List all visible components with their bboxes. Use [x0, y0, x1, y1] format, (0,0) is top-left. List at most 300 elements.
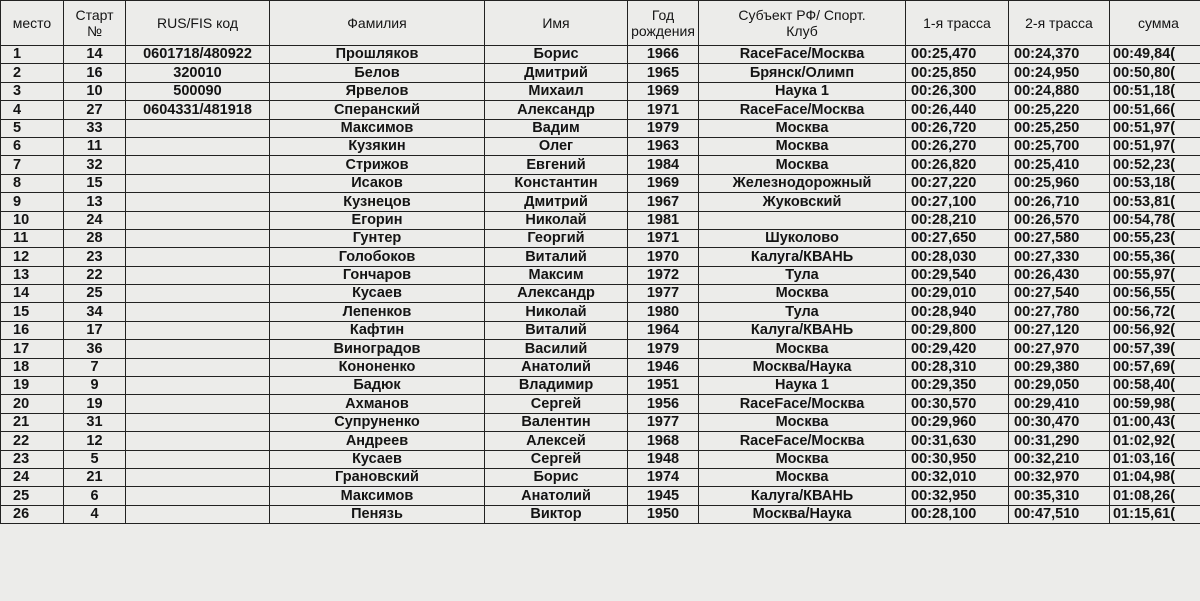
- start-number-cell: 9: [64, 377, 126, 395]
- run1-time-cell: 00:29,350: [906, 377, 1009, 395]
- run1-time-cell: 00:29,540: [906, 266, 1009, 284]
- sum-time-cell: 01:03,16(: [1110, 450, 1200, 468]
- run2-time-cell: 00:25,250: [1009, 119, 1110, 137]
- place-cell: 22: [1, 432, 64, 450]
- start-number-cell: 28: [64, 229, 126, 247]
- table-row: [1, 46, 1200, 64]
- birth-year-cell: 1966: [628, 46, 699, 64]
- club-cell: Москва/Наука: [699, 505, 906, 523]
- club-cell: Калуга/КВАНЬ: [699, 248, 906, 266]
- first-name-cell: Борис: [485, 46, 628, 64]
- first-name-cell: Олег: [485, 137, 628, 155]
- code-cell: [126, 248, 270, 266]
- club-cell: Москва/Наука: [699, 358, 906, 376]
- club-cell: Москва: [699, 450, 906, 468]
- birth-year-cell: 1977: [628, 285, 699, 303]
- birth-year-cell: 1979: [628, 119, 699, 137]
- last-name-cell: Сперанский: [270, 101, 485, 119]
- club-cell: Калуга/КВАНЬ: [699, 321, 906, 339]
- first-name-cell: Владимир: [485, 377, 628, 395]
- last-name-cell: Белов: [270, 64, 485, 82]
- table-row: [1, 174, 1200, 192]
- place-cell: 1: [1, 46, 64, 64]
- first-name-cell: Александр: [485, 101, 628, 119]
- run2-time-cell: 00:27,580: [1009, 229, 1110, 247]
- sum-time-cell: 00:53,18(: [1110, 174, 1200, 192]
- first-name-cell: Максим: [485, 266, 628, 284]
- last-name-cell: Гунтер: [270, 229, 485, 247]
- place-cell: 15: [1, 303, 64, 321]
- code-cell: [126, 377, 270, 395]
- run1-time-cell: 00:31,630: [906, 432, 1009, 450]
- birth-year-cell: 1974: [628, 468, 699, 486]
- run2-time-cell: 00:31,290: [1009, 432, 1110, 450]
- first-name-cell: Николай: [485, 211, 628, 229]
- first-name-cell: Валентин: [485, 413, 628, 431]
- header-run2: 2-я трасса: [1009, 1, 1110, 46]
- table-row: [1, 340, 1200, 358]
- code-cell: [126, 395, 270, 413]
- start-number-cell: 17: [64, 321, 126, 339]
- first-name-cell: Анатолий: [485, 358, 628, 376]
- header-club-line2: Клуб: [786, 23, 818, 39]
- run2-time-cell: 00:29,410: [1009, 395, 1110, 413]
- header-last-name: Фамилия: [270, 1, 485, 46]
- last-name-cell: Пенязь: [270, 505, 485, 523]
- run2-time-cell: 00:27,970: [1009, 340, 1110, 358]
- table-row: [1, 413, 1200, 431]
- start-number-cell: 13: [64, 193, 126, 211]
- first-name-cell: Сергей: [485, 450, 628, 468]
- header-club-line1: Субъект РФ/ Спорт.: [738, 7, 866, 23]
- first-name-cell: Евгений: [485, 156, 628, 174]
- club-cell: Тула: [699, 303, 906, 321]
- code-cell: [126, 450, 270, 468]
- club-cell: Москва: [699, 137, 906, 155]
- run2-time-cell: 00:27,780: [1009, 303, 1110, 321]
- run1-time-cell: 00:29,420: [906, 340, 1009, 358]
- club-cell: Брянск/Олимп: [699, 64, 906, 82]
- table-row: [1, 487, 1200, 505]
- code-cell: 500090: [126, 82, 270, 100]
- header-sum: сумма: [1110, 1, 1200, 46]
- last-name-cell: Ярвелов: [270, 82, 485, 100]
- start-number-cell: 25: [64, 285, 126, 303]
- first-name-cell: Алексей: [485, 432, 628, 450]
- start-number-cell: 32: [64, 156, 126, 174]
- place-cell: 25: [1, 487, 64, 505]
- header-code: RUS/FIS код: [126, 1, 270, 46]
- birth-year-cell: 1980: [628, 303, 699, 321]
- sum-time-cell: 00:58,40(: [1110, 377, 1200, 395]
- table-row: [1, 119, 1200, 137]
- code-cell: [126, 487, 270, 505]
- start-number-cell: 33: [64, 119, 126, 137]
- sum-time-cell: 00:50,80(: [1110, 64, 1200, 82]
- club-cell: Москва: [699, 468, 906, 486]
- table-row: [1, 377, 1200, 395]
- table-row: [1, 285, 1200, 303]
- code-cell: [126, 266, 270, 284]
- table-row: [1, 137, 1200, 155]
- first-name-cell: Дмитрий: [485, 193, 628, 211]
- last-name-cell: Лепенков: [270, 303, 485, 321]
- code-cell: [126, 321, 270, 339]
- club-cell: RaceFace/Москва: [699, 46, 906, 64]
- run1-time-cell: 00:27,100: [906, 193, 1009, 211]
- birth-year-cell: 1977: [628, 413, 699, 431]
- run1-time-cell: 00:29,800: [906, 321, 1009, 339]
- header-start-number: [64, 1, 126, 46]
- sum-time-cell: 01:00,43(: [1110, 413, 1200, 431]
- start-number-cell: 14: [64, 46, 126, 64]
- birth-year-cell: 1965: [628, 64, 699, 82]
- run1-time-cell: 00:25,850: [906, 64, 1009, 82]
- club-cell: RaceFace/Москва: [699, 101, 906, 119]
- sum-time-cell: 00:55,36(: [1110, 248, 1200, 266]
- birth-year-cell: 1972: [628, 266, 699, 284]
- birth-year-cell: 1948: [628, 450, 699, 468]
- first-name-cell: Виталий: [485, 248, 628, 266]
- run2-time-cell: 00:29,380: [1009, 358, 1110, 376]
- first-name-cell: Вадим: [485, 119, 628, 137]
- code-cell: [126, 432, 270, 450]
- first-name-cell: Константин: [485, 174, 628, 192]
- run2-time-cell: 00:32,210: [1009, 450, 1110, 468]
- place-cell: 2: [1, 64, 64, 82]
- table-row: [1, 468, 1200, 486]
- code-cell: [126, 413, 270, 431]
- run1-time-cell: 00:26,270: [906, 137, 1009, 155]
- last-name-cell: Егорин: [270, 211, 485, 229]
- code-cell: [126, 211, 270, 229]
- first-name-cell: Борис: [485, 468, 628, 486]
- run2-time-cell: 00:30,470: [1009, 413, 1110, 431]
- start-number-cell: 27: [64, 101, 126, 119]
- birth-year-cell: 1967: [628, 193, 699, 211]
- club-cell: Наука 1: [699, 82, 906, 100]
- place-cell: 14: [1, 285, 64, 303]
- club-cell: Москва: [699, 156, 906, 174]
- code-cell: [126, 193, 270, 211]
- first-name-cell: Михаил: [485, 82, 628, 100]
- start-number-cell: 21: [64, 468, 126, 486]
- run2-time-cell: 00:24,880: [1009, 82, 1110, 100]
- start-number-cell: 11: [64, 137, 126, 155]
- first-name-cell: Виталий: [485, 321, 628, 339]
- last-name-cell: Гончаров: [270, 266, 485, 284]
- club-cell: Железнодорожный: [699, 174, 906, 192]
- last-name-cell: Виноградов: [270, 340, 485, 358]
- run2-time-cell: 00:25,700: [1009, 137, 1110, 155]
- code-cell: [126, 303, 270, 321]
- place-cell: 18: [1, 358, 64, 376]
- place-cell: 10: [1, 211, 64, 229]
- place-cell: 19: [1, 377, 64, 395]
- club-cell: RaceFace/Москва: [699, 432, 906, 450]
- run1-time-cell: 00:29,960: [906, 413, 1009, 431]
- birth-year-cell: 1984: [628, 156, 699, 174]
- table-row: [1, 358, 1200, 376]
- sum-time-cell: 01:02,92(: [1110, 432, 1200, 450]
- place-cell: 16: [1, 321, 64, 339]
- last-name-cell: Максимов: [270, 119, 485, 137]
- table-row: [1, 303, 1200, 321]
- table-row: [1, 229, 1200, 247]
- run2-time-cell: 00:25,220: [1009, 101, 1110, 119]
- run2-time-cell: 00:27,330: [1009, 248, 1110, 266]
- code-cell: [126, 174, 270, 192]
- run1-time-cell: 00:26,820: [906, 156, 1009, 174]
- table-row: [1, 395, 1200, 413]
- sum-time-cell: 00:51,18(: [1110, 82, 1200, 100]
- birth-year-cell: 1971: [628, 101, 699, 119]
- run2-time-cell: 00:27,540: [1009, 285, 1110, 303]
- table-row: [1, 450, 1200, 468]
- place-cell: 3: [1, 82, 64, 100]
- place-cell: 11: [1, 229, 64, 247]
- code-cell: 0604331/481918: [126, 101, 270, 119]
- table-row: [1, 101, 1200, 119]
- start-number-cell: 23: [64, 248, 126, 266]
- header-start-line1: Старт: [75, 7, 114, 23]
- birth-year-cell: 1963: [628, 137, 699, 155]
- club-cell: Москва: [699, 285, 906, 303]
- place-cell: 4: [1, 101, 64, 119]
- sum-time-cell: 00:59,98(: [1110, 395, 1200, 413]
- run2-time-cell: 00:26,430: [1009, 266, 1110, 284]
- start-number-cell: 15: [64, 174, 126, 192]
- start-number-cell: 6: [64, 487, 126, 505]
- first-name-cell: Георгий: [485, 229, 628, 247]
- last-name-cell: Кусаев: [270, 450, 485, 468]
- code-cell: [126, 229, 270, 247]
- run1-time-cell: 00:30,570: [906, 395, 1009, 413]
- run2-time-cell: 00:35,310: [1009, 487, 1110, 505]
- birth-year-cell: 1950: [628, 505, 699, 523]
- run1-time-cell: 00:28,100: [906, 505, 1009, 523]
- run2-time-cell: 00:26,570: [1009, 211, 1110, 229]
- place-cell: 24: [1, 468, 64, 486]
- sum-time-cell: 01:15,61(: [1110, 505, 1200, 523]
- sum-time-cell: 00:53,81(: [1110, 193, 1200, 211]
- birth-year-cell: 1969: [628, 174, 699, 192]
- header-first-name: Имя: [485, 1, 628, 46]
- start-number-cell: 5: [64, 450, 126, 468]
- last-name-cell: Супруненко: [270, 413, 485, 431]
- sum-time-cell: 00:51,66(: [1110, 101, 1200, 119]
- start-number-cell: 12: [64, 432, 126, 450]
- club-cell: RaceFace/Москва: [699, 395, 906, 413]
- run1-time-cell: 00:28,940: [906, 303, 1009, 321]
- start-number-cell: 24: [64, 211, 126, 229]
- birth-year-cell: 1945: [628, 487, 699, 505]
- last-name-cell: Бадюк: [270, 377, 485, 395]
- code-cell: [126, 468, 270, 486]
- table-body: [1, 46, 1200, 524]
- start-number-cell: 34: [64, 303, 126, 321]
- club-cell: Москва: [699, 119, 906, 137]
- table-row: [1, 505, 1200, 523]
- birth-year-cell: 1951: [628, 377, 699, 395]
- place-cell: 12: [1, 248, 64, 266]
- birth-year-cell: 1956: [628, 395, 699, 413]
- start-number-cell: 10: [64, 82, 126, 100]
- club-cell: Шуколово: [699, 229, 906, 247]
- start-number-cell: 36: [64, 340, 126, 358]
- run1-time-cell: 00:26,300: [906, 82, 1009, 100]
- last-name-cell: Кузнецов: [270, 193, 485, 211]
- run2-time-cell: 00:27,120: [1009, 321, 1110, 339]
- first-name-cell: Дмитрий: [485, 64, 628, 82]
- sum-time-cell: 00:56,92(: [1110, 321, 1200, 339]
- last-name-cell: Ахманов: [270, 395, 485, 413]
- run2-time-cell: 00:29,050: [1009, 377, 1110, 395]
- place-cell: 20: [1, 395, 64, 413]
- start-number-cell: 7: [64, 358, 126, 376]
- last-name-cell: Кусаев: [270, 285, 485, 303]
- start-number-cell: 31: [64, 413, 126, 431]
- last-name-cell: Максимов: [270, 487, 485, 505]
- table-row: [1, 82, 1200, 100]
- sum-time-cell: 01:04,98(: [1110, 468, 1200, 486]
- last-name-cell: Голобоков: [270, 248, 485, 266]
- birth-year-cell: 1981: [628, 211, 699, 229]
- club-cell: Москва: [699, 340, 906, 358]
- place-cell: 9: [1, 193, 64, 211]
- code-cell: [126, 119, 270, 137]
- sum-time-cell: 00:56,55(: [1110, 285, 1200, 303]
- run2-time-cell: 00:32,970: [1009, 468, 1110, 486]
- sum-time-cell: 00:55,97(: [1110, 266, 1200, 284]
- run1-time-cell: 00:27,220: [906, 174, 1009, 192]
- table-row: [1, 248, 1200, 266]
- last-name-cell: Исаков: [270, 174, 485, 192]
- sum-time-cell: 00:49,84(: [1110, 46, 1200, 64]
- first-name-cell: Сергей: [485, 395, 628, 413]
- run1-time-cell: 00:30,950: [906, 450, 1009, 468]
- sum-time-cell: 00:57,39(: [1110, 340, 1200, 358]
- birth-year-cell: 1970: [628, 248, 699, 266]
- code-cell: [126, 285, 270, 303]
- place-cell: 8: [1, 174, 64, 192]
- club-cell: Наука 1: [699, 377, 906, 395]
- place-cell: 5: [1, 119, 64, 137]
- last-name-cell: Стрижов: [270, 156, 485, 174]
- code-cell: 320010: [126, 64, 270, 82]
- place-cell: 13: [1, 266, 64, 284]
- last-name-cell: Кононенко: [270, 358, 485, 376]
- table-row: [1, 211, 1200, 229]
- code-cell: [126, 137, 270, 155]
- sum-time-cell: 00:51,97(: [1110, 119, 1200, 137]
- run1-time-cell: 00:29,010: [906, 285, 1009, 303]
- table-row: [1, 432, 1200, 450]
- code-cell: [126, 358, 270, 376]
- club-cell: [699, 211, 906, 229]
- code-cell: [126, 156, 270, 174]
- code-cell: [126, 505, 270, 523]
- first-name-cell: Александр: [485, 285, 628, 303]
- last-name-cell: Андреев: [270, 432, 485, 450]
- sum-time-cell: 00:51,97(: [1110, 137, 1200, 155]
- sum-time-cell: 00:55,23(: [1110, 229, 1200, 247]
- birth-year-cell: 1969: [628, 82, 699, 100]
- last-name-cell: Кузякин: [270, 137, 485, 155]
- birth-year-cell: 1968: [628, 432, 699, 450]
- run2-time-cell: 00:26,710: [1009, 193, 1110, 211]
- header-run1: 1-я трасса: [906, 1, 1009, 46]
- first-name-cell: Анатолий: [485, 487, 628, 505]
- first-name-cell: Виктор: [485, 505, 628, 523]
- table-row: [1, 156, 1200, 174]
- birth-year-cell: 1946: [628, 358, 699, 376]
- run1-time-cell: 00:26,440: [906, 101, 1009, 119]
- sum-time-cell: 01:08,26(: [1110, 487, 1200, 505]
- birth-year-cell: 1964: [628, 321, 699, 339]
- first-name-cell: Василий: [485, 340, 628, 358]
- run2-time-cell: 00:25,960: [1009, 174, 1110, 192]
- run2-time-cell: 00:24,950: [1009, 64, 1110, 82]
- start-number-cell: 22: [64, 266, 126, 284]
- last-name-cell: Грановский: [270, 468, 485, 486]
- header-club: [699, 1, 906, 46]
- header-birth-year: [628, 1, 699, 46]
- table-header: [1, 1, 1200, 46]
- place-cell: 23: [1, 450, 64, 468]
- code-cell: [126, 340, 270, 358]
- club-cell: Жуковский: [699, 193, 906, 211]
- place-cell: 26: [1, 505, 64, 523]
- sum-time-cell: 00:56,72(: [1110, 303, 1200, 321]
- header-start-line2: №: [86, 23, 103, 39]
- first-name-cell: Николай: [485, 303, 628, 321]
- code-cell: 0601718/480922: [126, 46, 270, 64]
- place-cell: 21: [1, 413, 64, 431]
- run1-time-cell: 00:25,470: [906, 46, 1009, 64]
- run1-time-cell: 00:28,310: [906, 358, 1009, 376]
- run1-time-cell: 00:26,720: [906, 119, 1009, 137]
- table-row: [1, 321, 1200, 339]
- run1-time-cell: 00:28,210: [906, 211, 1009, 229]
- sum-time-cell: 00:52,23(: [1110, 156, 1200, 174]
- club-cell: Калуга/КВАНЬ: [699, 487, 906, 505]
- table-row: [1, 266, 1200, 284]
- run2-time-cell: 00:24,370: [1009, 46, 1110, 64]
- header-year-line1: Год: [651, 7, 675, 23]
- sum-time-cell: 00:57,69(: [1110, 358, 1200, 376]
- table-row: [1, 64, 1200, 82]
- start-number-cell: 4: [64, 505, 126, 523]
- last-name-cell: Кафтин: [270, 321, 485, 339]
- birth-year-cell: 1971: [628, 229, 699, 247]
- start-number-cell: 16: [64, 64, 126, 82]
- header-place: место: [1, 1, 64, 46]
- table-row: [1, 193, 1200, 211]
- run1-time-cell: 00:28,030: [906, 248, 1009, 266]
- start-number-cell: 19: [64, 395, 126, 413]
- header-year-line2: рождения: [631, 23, 695, 39]
- place-cell: 7: [1, 156, 64, 174]
- place-cell: 6: [1, 137, 64, 155]
- run1-time-cell: 00:32,010: [906, 468, 1009, 486]
- run1-time-cell: 00:32,950: [906, 487, 1009, 505]
- run1-time-cell: 00:27,650: [906, 229, 1009, 247]
- birth-year-cell: 1979: [628, 340, 699, 358]
- sum-time-cell: 00:54,78(: [1110, 211, 1200, 229]
- club-cell: Тула: [699, 266, 906, 284]
- last-name-cell: Прошляков: [270, 46, 485, 64]
